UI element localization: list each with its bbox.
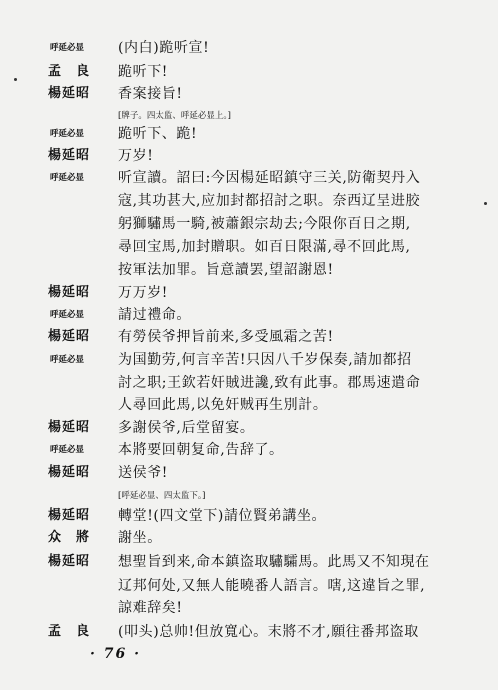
speaker-name: 楊延昭 — [48, 508, 91, 523]
speaker-name: 孟 良 — [48, 624, 91, 639]
speaker-name: 楊延昭 — [48, 148, 91, 163]
dialogue-text: 万岁! — [118, 148, 154, 164]
dialogue-text: 为国勤劳,何言辛苦!只因八千岁保奏,請加都招 — [118, 352, 412, 368]
dialogue-text: 听宣讀。詔曰:今因楊延昭鎮守三关,防衛契丹入 — [118, 170, 421, 186]
dialogue-text: 本將要回朝复命,告辞了。 — [118, 442, 284, 458]
dialogue-text: 辽邦何处,又無人能曉番人語言。嗐,这違旨之罪, — [118, 578, 426, 594]
stage-direction: [牌子。四太监、呼延必显上。] — [118, 111, 231, 121]
dialogue-text: 跪听下、跪! — [118, 126, 198, 142]
dialogue-text: 跪听下! — [118, 64, 169, 80]
dialogue-line — [0, 622, 498, 648]
dialogue-text: (内白)跪听宣! — [118, 40, 210, 56]
print-speck — [14, 78, 17, 81]
dialogue-text: 寇,其功甚大,应加封都招討之职。奈西辽呈进胶 — [118, 193, 421, 209]
dialogue-text: 諒难辞矣! — [118, 600, 183, 616]
print-speck — [484, 202, 487, 205]
speaker-name: 楊延昭 — [48, 465, 91, 480]
dialogue-line — [0, 598, 498, 624]
speaker-name: 孟 良 — [48, 64, 91, 79]
dialogue-text: 躬獅驌馬一騎,被蕭銀宗劫去;今限你百日之期, — [118, 216, 411, 232]
dialogue-text: 香案接旨! — [118, 86, 183, 102]
dialogue-text: 万万岁! — [118, 285, 169, 301]
speaker-name: 呼延必显 — [50, 445, 85, 455]
stage-direction: [呼延必显、四太监下。] — [118, 491, 206, 501]
dialogue-text: 有勞侯爷押旨前来,多受風霜之苦! — [118, 329, 334, 345]
dialogue-text: 人尋回此馬,以免奸贼再生別計。 — [118, 397, 328, 413]
dialogue-line — [0, 552, 498, 578]
dialogue-text: (叩头)总帅!但放寬心。末將不才,願往番邦盗取 — [118, 624, 419, 640]
dialogue-text: 尋回宝馬,加封贈职。如百日限滿,尋不回此馬, — [118, 239, 411, 255]
speaker-name: 众 將 — [48, 530, 91, 545]
speaker-name: 呼延必显 — [50, 43, 85, 53]
speaker-name: 呼延必显 — [50, 310, 85, 320]
dialogue-text: 想聖旨到来,命本鎮盗取驌驦馬。此馬又不知現在 — [118, 554, 430, 570]
speaker-name: 楊延昭 — [48, 420, 91, 435]
dialogue-text: 討之职;王欽若奸賊进讒,致有此事。郡馬速遣命 — [118, 375, 421, 391]
dialogue-text: 送侯爷! — [118, 465, 169, 481]
speaker-name: 呼延必显 — [50, 355, 85, 365]
speaker-name: 楊延昭 — [48, 86, 91, 101]
dialogue-text: 謝坐。 — [118, 530, 162, 546]
dialogue-text: 多謝侯爷,后堂留宴。 — [118, 420, 255, 436]
dialogue-line — [0, 528, 498, 554]
speaker-name: 楊延昭 — [48, 329, 91, 344]
dialogue-text: 轉堂!(四文堂下)請位賢弟講坐。 — [118, 508, 327, 524]
dialogue-line — [0, 38, 498, 64]
dialogue-text: 請过禮命。 — [118, 307, 191, 323]
page-number: · 76 · — [90, 646, 141, 662]
speaker-name: 呼延必显 — [50, 173, 85, 183]
dialogue-text: 按軍法加罪。旨意讀罢,望詔謝恩! — [118, 262, 334, 278]
speaker-name: 呼延必显 — [50, 129, 85, 139]
speaker-name: 楊延昭 — [48, 285, 91, 300]
speaker-name: 楊延昭 — [48, 554, 91, 569]
